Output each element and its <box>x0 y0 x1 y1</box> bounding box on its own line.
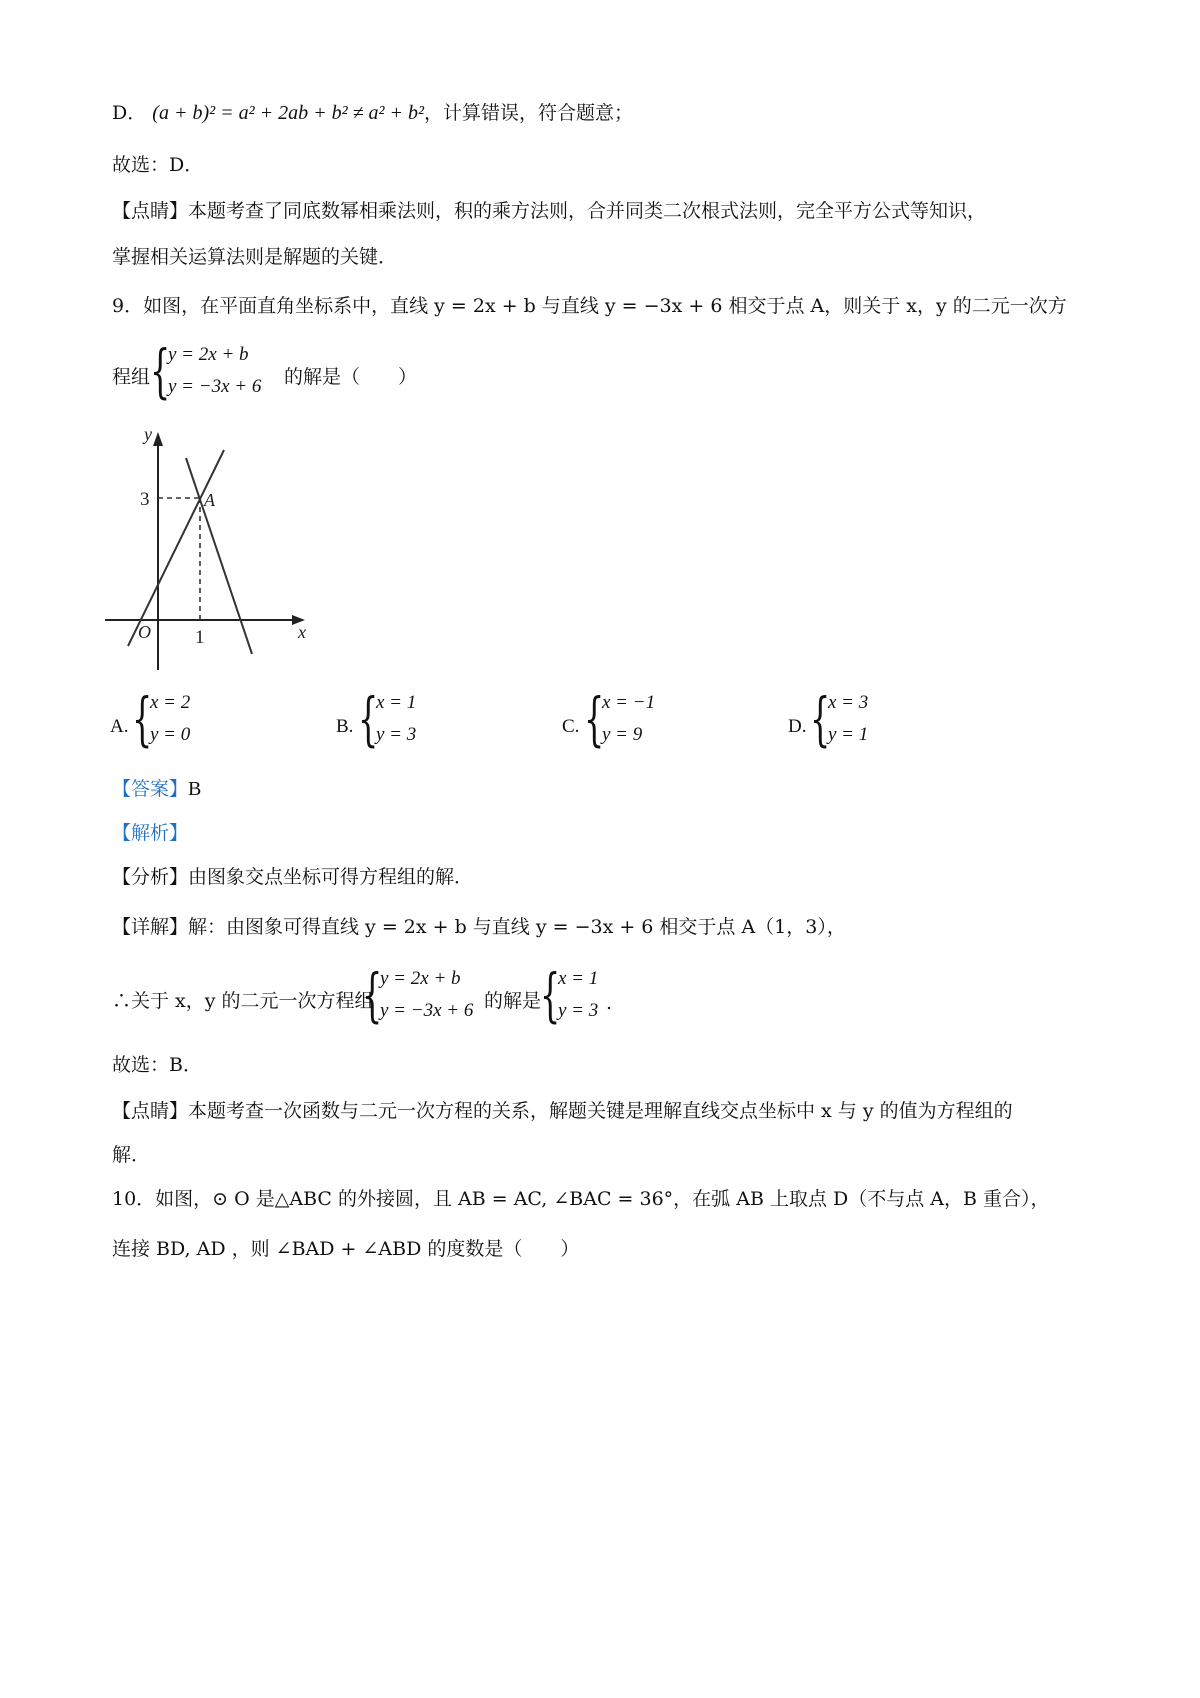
fenxi-tag: 【分析】 <box>112 866 189 888</box>
dianjing-paragraph <box>112 198 986 224</box>
dianjing-2-line <box>112 1098 1013 1124</box>
left-brace: { <box>810 685 831 753</box>
option-label: D． <box>112 102 147 124</box>
choose-b-line: 故选：B． <box>112 1054 202 1076</box>
therefore-mid: 的解是 <box>484 990 542 1012</box>
option-c-label: C. <box>562 716 580 737</box>
question-9-suffix: 的解是（ ） <box>284 366 418 388</box>
question-10-stem: 10．如图，⊙ O 是△ABC 的外接圆，且 AB = AC, ∠BAC = 36°，在弧 AB 上取点 D（不与点 A，B 重合）， <box>112 1188 1050 1210</box>
analysis-tag: 【解析】 <box>112 822 189 844</box>
answer-value: B <box>188 778 202 800</box>
option-b-system <box>358 685 448 754</box>
therefore-solution-row-1: x = 1 <box>558 968 599 989</box>
therefore-period: . <box>606 992 613 1014</box>
left-brace: { <box>362 961 383 1029</box>
xiangjie-tag: 【详解】 <box>112 916 189 938</box>
left-brace: { <box>132 685 153 753</box>
option-c-system <box>584 685 684 754</box>
option-d-label: D. <box>788 716 807 737</box>
dianjing-2-tag: 【点睛】 <box>112 1100 189 1122</box>
choose-d-line: 故选：D． <box>112 154 204 176</box>
therefore-system <box>362 961 482 1030</box>
option-b-row-2: y = 3 <box>376 724 417 745</box>
line-neg3x-plus-6 <box>186 458 252 654</box>
y-tick-label: 3 <box>140 489 150 510</box>
x-tick-label: 1 <box>195 627 205 648</box>
point-a-label: A <box>204 490 215 510</box>
option-b-label: B. <box>336 716 354 737</box>
dianjing-2-end: 解． <box>112 1144 151 1166</box>
option-d-explanation <box>112 100 633 126</box>
option-d-row-2: y = 1 <box>828 724 869 745</box>
dianjing-continuation: 掌握相关运算法则是解题的关键． <box>112 246 398 268</box>
option-a-system <box>132 685 222 754</box>
text-fragment: 程组 <box>112 366 151 388</box>
x-axis-label: x <box>298 622 306 642</box>
option-d-system <box>810 685 900 754</box>
therefore-solution <box>540 961 613 1030</box>
therefore-system-row-1: y = 2x + b <box>380 968 461 989</box>
option-a-row-2: y = 0 <box>150 724 191 745</box>
explanation-text: ，计算错误，符合题意； <box>424 102 634 124</box>
math-expression: (a + b)² = a² + 2ab + b² ≠ a² + b² <box>152 102 425 124</box>
therefore-prefix: ∴关于 x，y 的二元一次方程组 <box>112 990 374 1012</box>
fenxi-text: 由图象交点坐标可得方程组的解． <box>188 866 474 888</box>
question-9-system-line <box>112 364 150 390</box>
dianjing-text: 本题考查了同底数幂相乘法则，积的乘方法则，合并同类二次根式法则，完全平方公式等知识， <box>188 200 987 222</box>
option-b-row-1: x = 1 <box>376 692 417 713</box>
equation-system <box>150 337 270 406</box>
question-10-continuation: 连接 BD, AD ，则 ∠BAD + ∠ABD 的度数是（ ） <box>112 1238 580 1260</box>
left-brace: { <box>150 337 171 405</box>
xiangjie-text: 解：由图象可得直线 y = 2x + b 与直线 y = −3x + 6 相交于点 A（1，3）， <box>188 916 846 938</box>
left-brace: { <box>358 685 379 753</box>
line-2x-plus-b <box>128 450 224 646</box>
option-c-row-1: x = −1 <box>602 692 656 713</box>
fenxi-line <box>112 864 473 890</box>
therefore-system-row-2: y = −3x + 6 <box>380 1000 474 1021</box>
y-axis-arrow <box>153 432 163 446</box>
equation-row-2: y = −3x + 6 <box>168 376 262 397</box>
coordinate-graph <box>100 420 320 680</box>
option-a-label: A. <box>110 716 129 737</box>
dianjing-tag: 【点睛】 <box>112 200 189 222</box>
option-d-row-1: x = 3 <box>828 692 869 713</box>
option-a-row-1: x = 2 <box>150 692 191 713</box>
equation-row-1: y = 2x + b <box>168 344 249 365</box>
therefore-solution-row-2: y = 3 <box>558 1000 599 1021</box>
y-axis-label: y <box>144 424 152 444</box>
xiangjie-line <box>112 914 846 940</box>
option-c-row-2: y = 9 <box>602 724 643 745</box>
dianjing-2-text: 本题考查一次函数与二元一次方程的关系，解题关键是理解直线交点坐标中 x 与 y 的值为方程组的 <box>188 1100 1013 1122</box>
answer-tag: 【答案】 <box>112 778 189 800</box>
left-brace: { <box>584 685 605 753</box>
origin-label: O <box>138 622 151 642</box>
left-brace: { <box>540 961 561 1029</box>
question-9-stem: 9．如图，在平面直角坐标系中，直线 y = 2x + b 与直线 y = −3x + 6 相交于点 A，则关于 x，y 的二元一次方 <box>112 295 1067 317</box>
answer-line <box>112 776 201 802</box>
